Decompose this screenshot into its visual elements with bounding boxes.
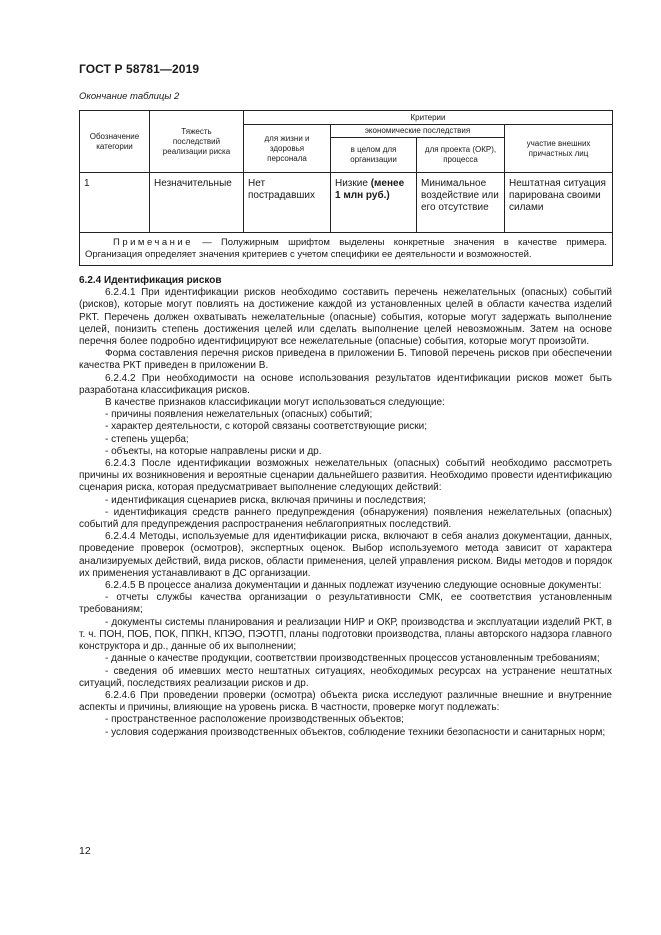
list-item: - характер деятельности, с которой связаны соответствующие риски; [105,421,427,433]
list-item: - отчеты службы качества организации о результативности СМК, ее соответствия установленным требованиям; [79,592,612,616]
list-item: - идентификация средств раннего предупреждения (обнаружения) появления нежелательных (опасных) событий для предупреждения распространения неблагоприятных последствий. [79,506,612,531]
paragraph: 6.2.4.3 После идентификации возможных нежелательных (опасных) событий необходимо рассмотреть причины их возникновения и вероятные сценарии дальнейшего развития. Необходимо провести идентификацию сценария риска, которая предусматривает выполнение следующих действий: [79,458,612,494]
list-item: - сведения об имевших место нештатных ситуациях, необходимых ресурсах на устранение нештатных ситуаций, последствиях реализации рисков и др. [79,665,612,689]
paragraph: В качестве признаков классификации могут использоваться следующие: [105,397,445,409]
header-org-total: в целом для организации [331,138,417,173]
paragraph: 6.2.4.4 Методы, используемые для идентификации риска, включают в себя анализ документации, данных, проведение проверок (осмотров), экспертных оценок. Выбор используемого метода зависит от характера анализируемых действий, вида рисков, области применения, целей управления риском. Виды методов и порядок их применения устанавливают в ДС организации. [79,531,612,579]
cell-category: 1 [80,173,150,233]
document-header: ГОСТ Р 58781—2019 [79,62,200,76]
body-text [79,275,612,739]
header-project: для проекта (ОКР), процесса [417,138,505,173]
table-caption: Окончание таблицы 2 [79,91,180,102]
list-item: - причины появления нежелательных (опасных) событий; [105,409,373,421]
list-item: - условия содержания производственных объектов, соблюдение техники безопасности и санитарных норм; [105,726,606,738]
cell-life-health: Нет пострадавших [244,173,331,233]
section-heading: 6.2.4 Идентификация рисков [79,275,222,286]
list-item: - документы системы планирования и реализации НИР и ОКР, производства и эксплуатации изделий РКТ, в т. ч. ПОН, ПОБ, ПОК, ППКН, КПЭО, ПЭОТП, планы подготовки производства, планы авторского надзора главного конструктора и др., данные об их выполнении; [79,616,612,653]
page-number: 12 [79,845,91,857]
note-label: Примечание [113,237,193,248]
paragraph: Форма составления перечня рисков приведена в приложении Б. Типовой перечень рисков при обеспечении качества РКТ приведен в приложении В. [79,348,612,372]
note-text: — Полужирным шрифтом выделены конкретные значения в качестве примера. Организация определяет значения критериев с учетом специфики ее деятельности и возможностей. [85,237,607,260]
header-life-health: для жизни и здоровья персонала [244,125,331,173]
table-note [80,233,613,266]
header-category: Обозначение категории [80,111,150,173]
cell-org-total [331,173,417,233]
list-item: - пространственное расположение производственных объектов; [105,714,404,726]
paragraph: 6.2.4.2 При необходимости на основе использования результатов идентификации рисков может быть разработана классификация рисков. [79,372,612,396]
header-criteria: Критерии [244,111,613,125]
list-item: - данные о качестве продукции, соответствии производственных процессов установленным требованиям; [105,653,600,665]
paragraph: 6.2.4.5 В процессе анализа документации и данных подлежат изучению следующие основные документы: [105,580,602,592]
header-external: участие внешних причастных лиц [505,125,613,173]
header-severity: Тяжесть последствий реализации риска [150,111,244,173]
list-item: - идентификация сценариев риска, включая причины и последствия; [105,494,426,506]
criteria-table [79,110,613,266]
cell-external: Нештатная ситуация парирована своими силами [505,173,613,233]
paragraph: 6.2.4.1 При идентификации рисков необходимо составить перечень нежелательных (опасных) событий (рисков), которые могут повлиять на достижение каждой из установленных целей в области качества изделий РКТ. Перечень должен охватывать нежелательные (опасные) события, которые могут задержать выполнение целей, понизить степень достижения целей или сделать выполнение целей невозможным. Затем на основе перечня более подробно идентифицируют все нежелательные (опасные) события, которые могут произойти. [79,287,612,348]
org-value-prefix: Низкие [335,178,371,189]
cell-severity: Незначительные [150,173,244,233]
list-item: - объекты, на которые направлены риски и др. [105,445,322,457]
paragraph: 6.2.4.6 При проведении проверки (осмотра) объекта риска исследуют различные внешние и внутренние аспекты и причины, влияющие на уровень риска. В частности, проверке могут подлежать: [79,689,612,714]
list-item: - степень ущерба; [105,433,189,445]
header-economic: экономические последствия [331,125,505,138]
table-row [80,173,613,233]
org-value-bold: (менее 1 млн руб.) [335,178,405,201]
table-note-row [80,233,613,266]
cell-project: Минимальное воздействие или его отсутствие [417,173,505,233]
